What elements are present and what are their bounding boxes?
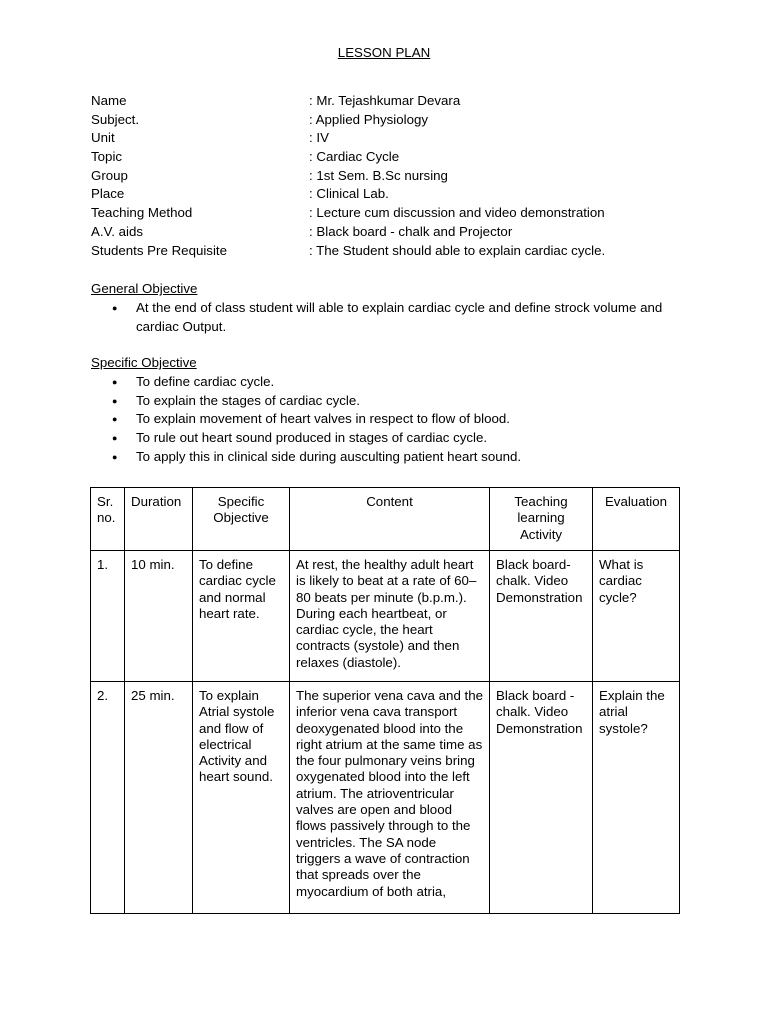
table-header-row bbox=[91, 488, 680, 551]
list-item: ● To apply this in clinical side during ausculting patient heart sound. bbox=[91, 448, 691, 467]
info-row-name bbox=[91, 92, 731, 111]
info-label: Group bbox=[91, 167, 128, 183]
list-item: ● At the end of class student will able to explain cardiac cycle and define strock volume and cardiac Output. bbox=[91, 299, 691, 336]
list-item: ● To rule out heart sound produced in stages of cardiac cycle. bbox=[91, 429, 691, 448]
info-row-topic bbox=[91, 148, 731, 167]
list-item: ● To explain the stages of cardiac cycle. bbox=[91, 392, 691, 411]
general-objective-list bbox=[91, 299, 691, 336]
table-row bbox=[91, 682, 680, 914]
info-row-subject bbox=[91, 111, 731, 130]
info-label: Students Pre Requisite bbox=[91, 242, 228, 258]
info-label: A.V. aids bbox=[91, 223, 143, 239]
cell-activity: Black board- chalk. Video Demonstration bbox=[490, 551, 593, 682]
header-specific-objective: Specific Objective bbox=[193, 488, 290, 551]
info-label: Place bbox=[91, 186, 125, 202]
specific-objective-heading: Specific Objective bbox=[91, 355, 197, 370]
header-evaluation: Evaluation bbox=[593, 488, 680, 551]
info-block bbox=[91, 92, 731, 260]
info-value: : IV bbox=[309, 130, 329, 146]
info-label: Unit bbox=[91, 130, 115, 146]
specific-objective-list bbox=[91, 373, 691, 467]
info-value: : 1st Sem. B.Sc nursing bbox=[309, 167, 448, 183]
list-item: ● To explain movement of heart valves in respect to flow of blood. bbox=[91, 410, 691, 429]
header-teaching-activity: Teaching learning Activity bbox=[490, 488, 593, 551]
header-sr-no: Sr. no. bbox=[91, 488, 125, 551]
info-row-prerequisite bbox=[91, 242, 731, 261]
header-content: Content bbox=[290, 488, 490, 551]
cell-duration: 10 min. bbox=[125, 551, 193, 682]
cell-content: The superior vena cava and the inferior vena cava transport deoxygenated blood into the right atrium at the same time as the four pulmonary veins bring oxygenated blood into the left atrium. The atrioventricular valves are open and blood flows passively through to the ventricles. The SA node triggers a wave of contraction that spreads over the myocardium of both atria, bbox=[290, 682, 490, 914]
info-value: : The Student should able to explain cardiac cycle. bbox=[309, 242, 606, 258]
info-value: : Applied Physiology bbox=[309, 111, 429, 127]
info-row-place bbox=[91, 185, 731, 204]
cell-duration: 25 min. bbox=[125, 682, 193, 914]
info-value: : Mr. Tejashkumar Devara bbox=[309, 93, 461, 108]
info-value: : Clinical Lab. bbox=[309, 186, 389, 202]
info-row-group bbox=[91, 167, 731, 186]
info-row-unit bbox=[91, 129, 731, 148]
header-duration: Duration bbox=[125, 488, 193, 551]
lesson-plan-table bbox=[90, 487, 680, 914]
info-value: : Black board - chalk and Projector bbox=[309, 223, 513, 239]
info-label: Teaching Method bbox=[91, 205, 193, 221]
info-label: Subject. bbox=[91, 111, 140, 127]
info-label: Name bbox=[91, 93, 127, 108]
cell-content: At rest, the healthy adult heart is likely to beat at a rate of 60–80 beats per minute (b.p.m.). During each heartbeat, or cardiac cycle, the heart contracts (systole) and then relaxes (diastole). bbox=[290, 551, 490, 682]
cell-objective: To define cardiac cycle and normal heart rate. bbox=[193, 551, 290, 682]
cell-activity: Black board - chalk. Video Demonstration bbox=[490, 682, 593, 914]
info-label: Topic bbox=[91, 149, 123, 165]
cell-objective: To explain Atrial systole and flow of electrical Activity and heart sound. bbox=[193, 682, 290, 914]
table-row bbox=[91, 551, 680, 682]
info-value: : Cardiac Cycle bbox=[309, 149, 400, 165]
page-title: LESSON PLAN bbox=[337, 45, 431, 60]
info-row-teaching-method bbox=[91, 204, 731, 223]
info-row-av-aids bbox=[91, 223, 731, 242]
cell-evaluation: What is cardiac cycle? bbox=[593, 551, 680, 682]
general-objective-heading: General Objective bbox=[91, 281, 198, 296]
cell-sr-no: 2. bbox=[91, 682, 125, 914]
info-value: : Lecture cum discussion and video demonstration bbox=[309, 205, 605, 221]
cell-sr-no: 1. bbox=[91, 551, 125, 682]
list-item: ● To define cardiac cycle. bbox=[91, 373, 691, 392]
cell-evaluation: Explain the atrial systole? bbox=[593, 682, 680, 914]
